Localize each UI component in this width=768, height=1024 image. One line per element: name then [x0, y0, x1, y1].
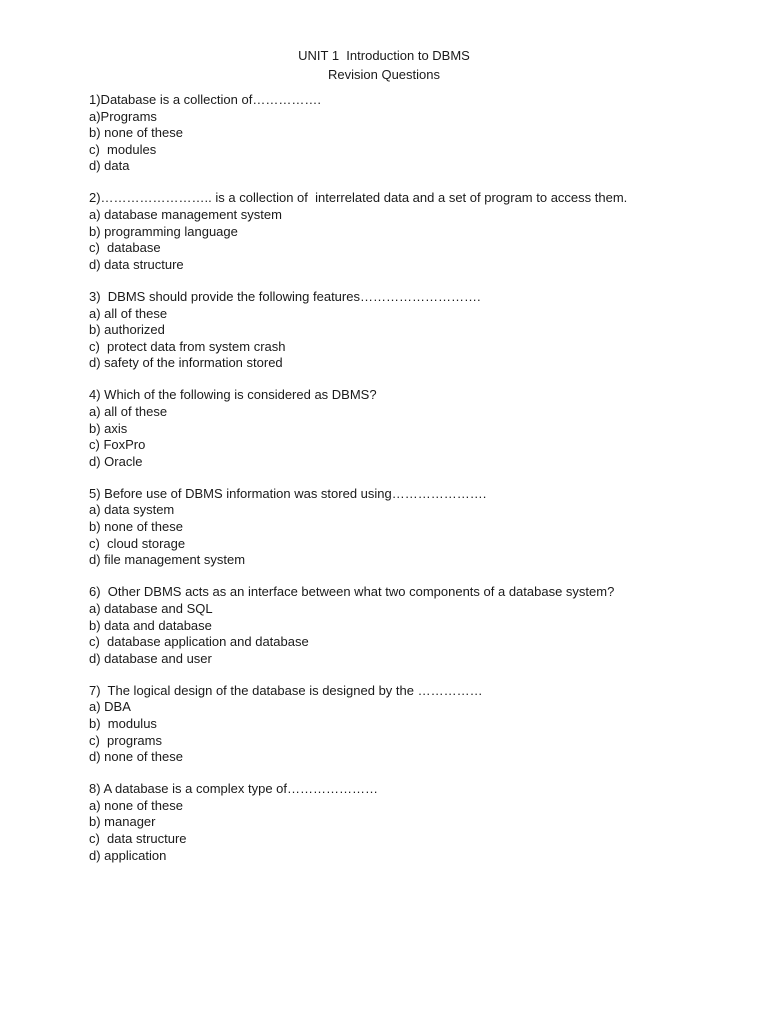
question-list	[89, 92, 749, 880]
option-d: d) database and user	[89, 650, 212, 666]
question-text: 8) A database is a complex type of…………………	[89, 781, 379, 797]
document-title: UNIT 1 Introduction to DBMS	[298, 48, 470, 63]
option-d: d) file management system	[89, 552, 246, 568]
option-d: d) data	[89, 158, 130, 174]
option-b: b) authorized	[89, 322, 165, 338]
option-b: b) none of these	[89, 519, 183, 535]
option-b: b) data and database	[89, 617, 212, 633]
option-a: a) database management system	[89, 207, 282, 223]
question-text: 6) Other DBMS acts as an interface between what two components of a database system?	[89, 584, 615, 600]
option-a: a) database and SQL	[89, 600, 213, 616]
option-d: d) safety of the information stored	[89, 355, 283, 371]
option-c: c) cloud storage	[89, 535, 186, 551]
option-b: b) axis	[89, 420, 128, 436]
option-d: d) Oracle	[89, 453, 143, 469]
question-2	[89, 190, 749, 273]
option-a: a) DBA	[89, 699, 131, 715]
question-text: 5) Before use of DBMS information was stored using………………….	[89, 485, 487, 501]
option-d: d) none of these	[89, 749, 183, 765]
option-d: d) data structure	[89, 256, 184, 272]
question-3	[89, 289, 749, 372]
question-1	[89, 92, 749, 175]
document-subtitle: Revision Questions	[328, 67, 440, 82]
option-b: b) modulus	[89, 716, 157, 731]
option-c: c) data structure	[89, 831, 187, 847]
option-c: c) modules	[89, 141, 157, 157]
option-b: b) programming language	[89, 223, 238, 239]
question-text: 2)…………………….. is a collection of interrelated data and a set of program to access them.	[89, 190, 628, 206]
option-a: a) all of these	[89, 305, 168, 321]
option-a: a) data system	[89, 502, 175, 518]
option-a: a)Programs	[89, 108, 157, 124]
option-c: c) FoxPro	[89, 437, 146, 453]
document-header	[0, 46, 768, 84]
option-c: c) database	[89, 240, 161, 256]
question-4	[89, 387, 749, 470]
option-b: b) none of these	[89, 125, 183, 141]
option-a: a) none of these	[89, 797, 183, 813]
option-b: b) manager	[89, 814, 156, 830]
option-c: c) protect data from system crash	[89, 338, 286, 354]
question-8	[89, 781, 749, 864]
question-6	[89, 584, 749, 667]
option-c: c) programs	[89, 732, 162, 748]
option-d: d) application	[89, 847, 167, 863]
option-a: a) all of these	[89, 404, 168, 419]
question-7	[89, 683, 749, 766]
question-5	[89, 486, 749, 569]
question-text: 3) DBMS should provide the following features……………………….	[89, 288, 481, 304]
question-text: 7) The logical design of the database is designed by the ……………	[89, 682, 483, 698]
question-text: 4) Which of the following is considered as DBMS?	[89, 387, 377, 403]
option-c: c) database application and database	[89, 634, 309, 650]
question-text: 1)Database is a collection of…………….	[89, 92, 321, 107]
